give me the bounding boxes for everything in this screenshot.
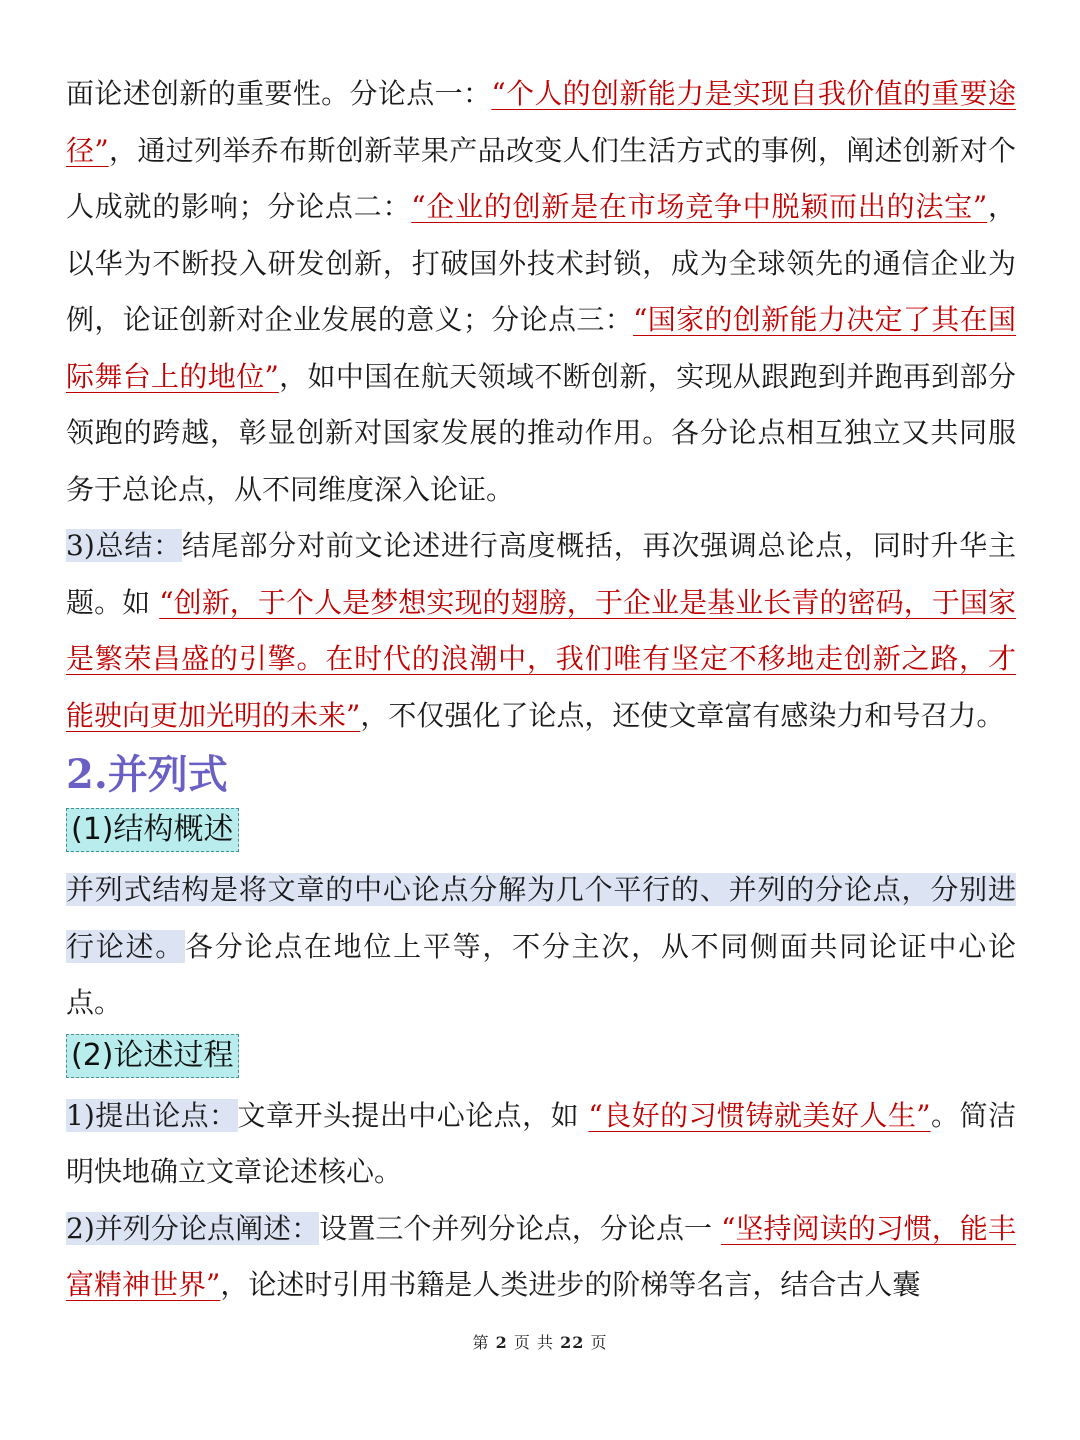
body-text: 各分论点在地位上平等，不分主次，从不同侧面共同论证中心论点。 [66,929,1016,1019]
footer-text: 页 [590,1333,608,1352]
step-label-conclusion: 3)总结： [66,529,182,562]
quote-sub-argument-1: “个人的创新能力是实现自我价值的重要途径” [66,77,1016,167]
quote-central-argument: “良好的习惯铸就美好人生” [588,1098,931,1132]
paragraph-parallel-sub-arguments [66,1201,1016,1314]
quote-sub-argument-2: “企业的创新是在市场竞争中脱颖而出的法宝” [411,190,988,223]
footer-text: 第 [472,1333,490,1352]
footer-text: 页 共 [513,1333,554,1352]
paragraph-propose-argument [66,1088,1016,1201]
body-text: 。简洁明快地确立文章论述核心。 [66,1098,1016,1188]
quote-sub-argument-3: “国家的创新能力决定了其在国际舞台上的地位” [66,303,1016,393]
subheading-wrapper [66,1034,1016,1084]
body-text: ，不仅强化了论点，还使文章富有感染力和号召力。 [360,698,1005,732]
highlighted-definition: 并列式结构是将文章的中心论点分解为几个平行的、并列的分论点，分别进行论述。 [66,873,1016,963]
quote-conclusion-example: “创新，于个人是梦想实现的翅膀，于企业是基业长青的密码，于国家是繁荣昌盛的引擎。在时代的浪潮中，我们唯有坚定不移地走创新之路，才能驶向更加光明的未来” [66,585,1016,732]
step-label-propose: 1)提出论点： [66,1098,238,1132]
page-number: 2 [495,1333,508,1352]
paragraph-sub-arguments [66,66,1016,518]
body-text: 文章开头提出中心论点，如 [237,1098,589,1132]
subheading-argument-process: (2)论述过程 [66,1034,239,1078]
subheading-wrapper [66,808,1016,858]
body-text: ，通过列举乔布斯创新苹果产品改变人们生活方式的事例，阐述创新对个人成就的影响；分论点二： [66,133,1016,223]
paragraph-conclusion [66,518,1016,744]
body-text: 设置三个并列分论点，分论点一 [319,1211,722,1245]
quote-parallel-sub-argument-1: “坚持阅读的习惯，能丰富精神世界” [66,1211,1016,1301]
paragraph-structure-overview [66,862,1016,1032]
body-text: ，如中国在航天领域不断创新，实现从跟跑到并跑再到部分领跑的跨越，彰显创新对国家发展的推动作用。各分论点相互独立又共同服务于总论点，从不同维度深入论证。 [66,359,1016,506]
body-text: 结尾部分对前文论述进行高度概括，再次强调总论点，同时升华主题。如 [66,529,1016,619]
page-content [66,66,1016,1314]
section-heading-parallel: 2.并列式 [66,751,228,798]
subheading-structure-overview: (1)结构概述 [66,808,239,852]
body-text: ，以华为不断投入研发创新，打破国外技术封锁，成为全球领先的通信企业为例，论证创新对企业发展的意义；分论点三： [66,190,1016,336]
body-text: ，论述时引用书籍是人类进步的阶梯等名言，结合古人囊 [220,1268,921,1301]
total-pages: 22 [560,1333,585,1352]
page-footer [0,1330,1080,1353]
step-label-parallel: 2)并列分论点阐述： [66,1211,320,1245]
body-text: 面论述创新的重要性。分论点一： [66,77,492,110]
